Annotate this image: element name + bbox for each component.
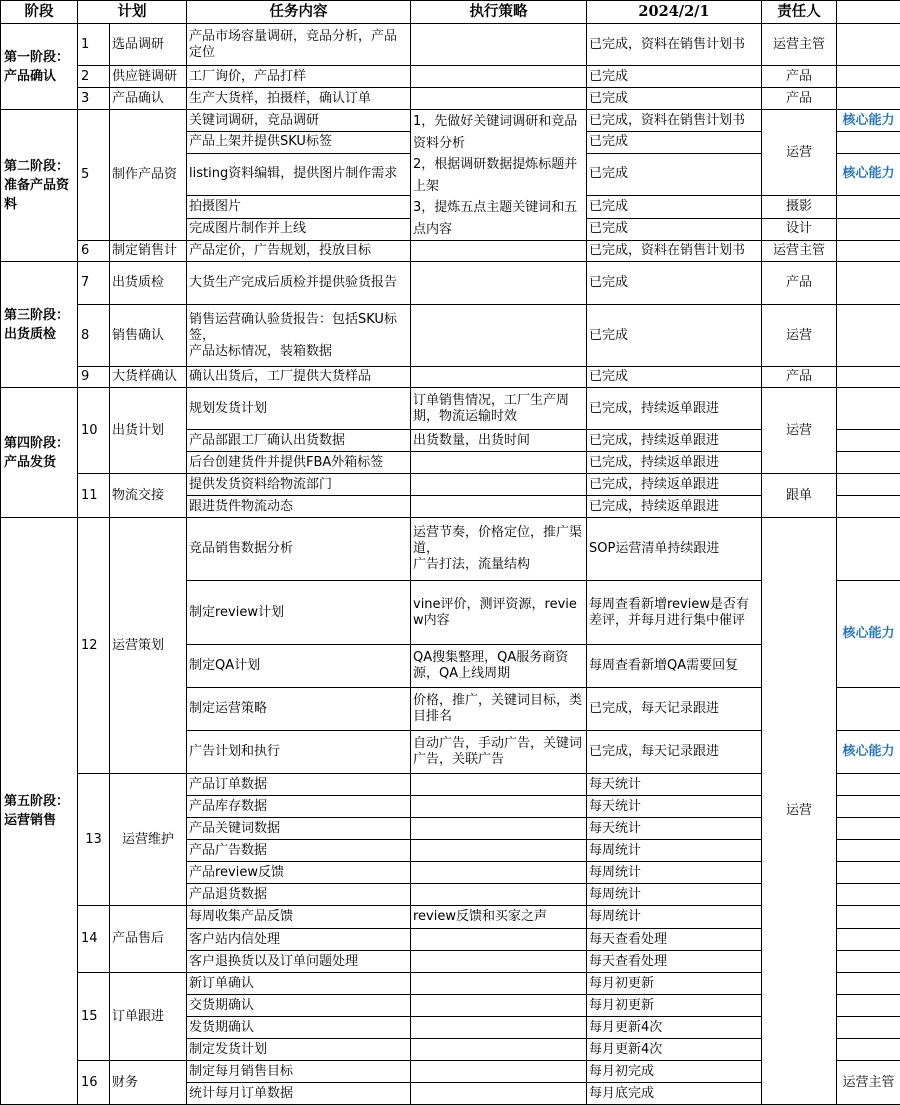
task-cell: 产品上架并提供SKU标签 [187,132,411,153]
strategy-cell: 1，先做好关键词调研和竞品资料分析 2，根据调研数据提炼标题并上架 3，提炼五点主题关键词和五点内容 [411,110,587,241]
task-cell: 发货期确认 [187,1017,411,1039]
plan-name: 财务 [110,1061,187,1105]
owner-cell: 运营主管 [762,24,837,66]
extra-cell [837,196,900,218]
core-ability-label: 核心能力 [837,581,900,688]
strategy-cell: review反馈和买家之声 [411,906,587,929]
header-strategy: 执行策略 [411,1,587,24]
owner-cell: 设计 [762,218,837,240]
status-cell: 已完成，资料在销售计划书 [587,110,762,132]
extra-cell [837,951,900,973]
strategy-cell [411,305,587,367]
extra-cell [837,262,900,305]
status-cell: 每月更新4次 [587,1039,762,1061]
plan-name: 运营维护 [110,774,187,906]
status-cell: 每周统计 [587,862,762,884]
task-cell: 每周收集产品反馈 [187,906,411,929]
plan-no: 1 [78,24,110,66]
status-cell: 已完成 [587,218,762,240]
plan-no: 5 [78,110,110,241]
extra-cell [837,1039,900,1061]
status-cell: 已完成，持续返单跟进 [587,496,762,518]
extra-cell [837,1017,900,1039]
status-cell: 已完成，资料在销售计划书 [587,24,762,66]
plan-name: 运营策划 [110,518,187,774]
strategy-cell: 价格，推广，关键词目标，类目排名 [411,688,587,731]
status-cell: 每月底完成 [587,1083,762,1105]
task-cell: 产品review反馈 [187,862,411,884]
task-cell: 产品部跟工厂确认出货数据 [187,430,411,452]
plan-no: 9 [78,367,110,388]
strategy-cell: 运营节奏，价格定位，推广渠道， 广告打法，流量结构 [411,518,587,581]
owner-cell: 运营 [762,518,837,1105]
header-extra [837,1,900,24]
task-cell: 统计每月订单数据 [187,1083,411,1105]
extra-cell [837,774,900,796]
plan-name: 物流交接 [110,474,187,518]
extra-cell [837,474,900,496]
task-cell: 销售运营确认验货报告：包括SKU标签， 产品达标情况，装箱数据 [187,305,411,367]
plan-no: 6 [78,241,110,262]
strategy-cell: vine评价，测评资源，review内容 [411,581,587,645]
status-cell: 已完成 [587,196,762,218]
task-cell: 工厂询价，产品打样 [187,66,411,88]
task-cell: 客户站内信处理 [187,929,411,951]
plan-name: 制作产品资 [110,110,187,241]
status-cell: 每天统计 [587,774,762,796]
plan-no: 3 [78,88,110,110]
plan-no: 15 [78,973,110,1061]
strategy-cell [411,24,587,66]
status-cell: 已完成 [587,367,762,388]
extra-cell [837,305,900,367]
plan-no: 7 [78,262,110,305]
plan-no: 14 [78,906,110,973]
strategy-cell [411,951,587,973]
strategy-cell [411,1017,587,1039]
header-plan: 计划 [78,1,187,24]
strategy-cell [411,1039,587,1061]
status-cell: 每月初更新 [587,995,762,1017]
strategy-cell [411,88,587,110]
owner-cell: 运营 [762,305,837,367]
plan-name: 出货质检 [110,262,187,305]
status-cell: 已完成 [587,153,762,196]
strategy-cell [411,995,587,1017]
extra-cell [837,973,900,995]
core-ability-label: 核心能力 [837,153,900,196]
extra-cell [837,688,900,731]
strategy-cell [411,774,587,796]
status-cell: 每周统计 [587,840,762,862]
task-cell: 制定QA计划 [187,645,411,688]
strategy-cell [411,474,587,496]
core-ability-label: 核心能力 [837,731,900,774]
strategy-cell [411,367,587,388]
task-cell: 产品订单数据 [187,774,411,796]
stage-cell: 第二阶段：准备产品资料 [1,110,78,262]
status-cell: 每月更新4次 [587,1017,762,1039]
strategy-cell: 自动广告，手动广告，关键词广告，关联广告 [411,731,587,774]
strategy-cell [411,262,587,305]
task-cell: 提供发货资料给物流部门 [187,474,411,496]
status-cell: 每天查看处理 [587,929,762,951]
extra-cell [837,496,900,518]
stage-cell: 第五阶段：运营销售 [1,518,78,1105]
extra-cell [837,840,900,862]
strategy-cell: 订单销售情况，工厂生产周期，物流运输时效 [411,388,587,430]
extra-cell [837,818,900,840]
extra-cell [837,452,900,474]
core-ability-label: 核心能力 [837,110,900,132]
owner-cell: 产品 [762,367,837,388]
extra-cell [837,862,900,884]
strategy-cell [411,862,587,884]
status-cell: 每周统计 [587,884,762,906]
owner-cell: 运营 [762,388,837,474]
extra-cell [837,24,900,66]
extra-cell [837,241,900,262]
plan-no: 13 [78,774,110,906]
task-cell: 客户退换货以及订单问题处理 [187,951,411,973]
strategy-cell [411,1061,587,1083]
plan-name: 供应链调研 [110,66,187,88]
extra-cell [837,367,900,388]
stage-cell: 第四阶段：产品发货 [1,388,78,518]
task-cell: 关键词调研，竞品调研 [187,110,411,132]
task-cell: 产品退货数据 [187,884,411,906]
extra-cell [837,88,900,110]
task-cell: 制定运营策略 [187,688,411,731]
plan-no: 10 [78,388,110,474]
owner-cell: 产品 [762,88,837,110]
status-cell: 已完成 [587,88,762,110]
strategy-cell: 出货数量，出货时间 [411,430,587,452]
task-cell: 产品定价，广告规划，投放目标 [187,241,411,262]
status-cell: 每天统计 [587,796,762,818]
header-owner: 责任人 [762,1,837,24]
extra-cell [837,796,900,818]
plan-no: 16 [78,1061,110,1105]
extra-cell [837,884,900,906]
strategy-cell [411,496,587,518]
task-cell: 产品市场容量调研，竞品分析，产品定位 [187,24,411,66]
owner-cell: 运营 [762,110,837,196]
task-cell: 产品广告数据 [187,840,411,862]
extra-cell [837,430,900,452]
header-stage: 阶段 [1,1,78,24]
extra-cell [837,66,900,88]
plan-name: 产品确认 [110,88,187,110]
task-cell: listing资料编辑，提供图片制作需求 [187,153,411,196]
task-cell: 跟进货件物流动态 [187,496,411,518]
stage-cell: 第三阶段：出货质检 [1,262,78,388]
strategy-cell [411,884,587,906]
strategy-cell: QA搜集整理，QA服务商资源，QA上线周期 [411,645,587,688]
owner-cell: 运营主管 [762,241,837,262]
strategy-cell [411,796,587,818]
task-cell: 确认出货后，工厂提供大货样品 [187,367,411,388]
status-cell: 已完成 [587,132,762,153]
plan-name: 出货计划 [110,388,187,474]
status-cell: 已完成，持续返单跟进 [587,452,762,474]
owner-cell: 产品 [762,262,837,305]
strategy-cell [411,241,587,262]
plan-name: 大货样确认 [110,367,187,388]
task-cell: 后台创建货件并提供FBA外箱标签 [187,452,411,474]
status-cell: 每周统计 [587,906,762,929]
task-cell: 生产大货样，拍摄样，确认订单 [187,88,411,110]
status-cell: 已完成，每天记录跟进 [587,688,762,731]
extra-cell [837,132,900,153]
status-cell: 已完成 [587,305,762,367]
status-cell: 每天查看处理 [587,951,762,973]
extra-cell [837,906,900,929]
status-cell: SOP运营清单持续跟进 [587,518,762,581]
header-date: 2024/2/1 [587,1,762,24]
status-cell: 已完成 [587,262,762,305]
task-cell: 竞品销售数据分析 [187,518,411,581]
owner-cell: 摄影 [762,196,837,218]
owner-cell: 运营主管 [837,1061,900,1105]
task-cell: 制定review计划 [187,581,411,645]
strategy-cell [411,818,587,840]
plan-name: 订单跟进 [110,973,187,1061]
plan-name: 销售确认 [110,305,187,367]
extra-cell [837,218,900,240]
plan-name: 产品售后 [110,906,187,973]
task-cell: 制定发货计划 [187,1039,411,1061]
owner-cell: 跟单 [762,474,837,518]
header-task: 任务内容 [187,1,411,24]
task-cell: 产品库存数据 [187,796,411,818]
status-cell: 已完成，持续返单跟进 [587,474,762,496]
plan-no: 12 [78,518,110,774]
plan-name: 选品调研 [110,24,187,66]
status-cell: 已完成，资料在销售计划书 [587,241,762,262]
status-cell: 已完成，持续返单跟进 [587,388,762,430]
plan-no: 2 [78,66,110,88]
stage-cell: 第一阶段：产品确认 [1,24,78,110]
status-cell: 每月初更新 [587,973,762,995]
extra-cell [837,929,900,951]
task-cell: 大货生产完成后质检并提供验货报告 [187,262,411,305]
task-cell: 广告计划和执行 [187,731,411,774]
strategy-cell [411,66,587,88]
strategy-cell [411,840,587,862]
owner-cell: 产品 [762,66,837,88]
plan-no: 11 [78,474,110,518]
status-cell: 已完成 [587,66,762,88]
status-cell: 每月初完成 [587,1061,762,1083]
status-cell: 已完成，每天记录跟进 [587,731,762,774]
task-cell: 交货期确认 [187,995,411,1017]
task-cell: 拍摄图片 [187,196,411,218]
task-cell: 制定每月销售目标 [187,1061,411,1083]
status-cell: 每天统计 [587,818,762,840]
extra-cell [837,995,900,1017]
extra-cell [837,518,900,581]
status-cell: 已完成，持续返单跟进 [587,430,762,452]
strategy-cell [411,452,587,474]
strategy-cell [411,929,587,951]
status-cell: 每周查看新增QA需要回复 [587,645,762,688]
task-cell: 产品关键词数据 [187,818,411,840]
task-cell: 完成图片制作并上线 [187,218,411,240]
task-cell: 规划发货计划 [187,388,411,430]
plan-name: 制定销售计 [110,241,187,262]
task-cell: 新订单确认 [187,973,411,995]
status-cell: 每周查看新增review是否有差评，并每月进行集中催评 [587,581,762,645]
plan-no: 8 [78,305,110,367]
strategy-cell [411,1083,587,1105]
strategy-cell [411,973,587,995]
extra-cell [837,388,900,430]
